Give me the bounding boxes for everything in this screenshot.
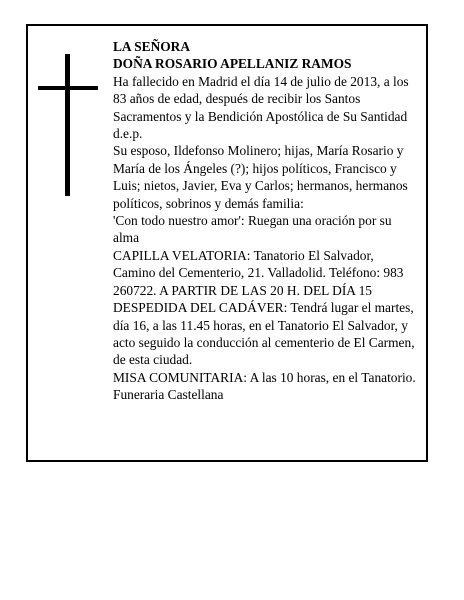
cross-vertical-bar [65,54,70,196]
notice-paragraph-death: Ha fallecido en Madrid el día 14 de julio de 2013, a los 83 años de edad, después de recibir los Santos Sacramentos y la Bendición Apostólica de Su Santidad d.e.p. [113,73,409,142]
notice-paragraph-family: Su esposo, Ildefonso Molinero; hijas, María Rosario y María de los Ángeles (?); hijos políticos, Francisco y Luis; nietos, Javier, Eva y Carlos; hermanos, hermanos políticos, sobrinos y demás familia: [113,143,408,211]
notice-paragraph-funeral-home: Funeraria Castellana [113,387,224,403]
notice-paragraph-chapel: CAPILLA VELATORIA: Tanatorio El Salvador, Camino del Cementerio, 21. Valladolid. Teléfono: 983 260722. A PARTIR DE LAS 20 H. DEL DÍA 15 [113,247,404,298]
notice-paragraph-prayer: 'Con todo nuestro amor': Ruegan una oración por su alma [113,213,392,246]
cross-icon [38,54,98,196]
cross-horizontal-bar [38,86,98,90]
notice-deceased-name: DOÑA ROSARIO APELLANIZ RAMOS [113,56,352,72]
notice-title-line1: LA SEÑORA [113,39,191,54]
notice-paragraph-farewell: DESPEDIDA DEL CADÁVER: Tendrá lugar el martes, día 16, a las 11.45 horas, en el Tanatorio El Salvador, y acto seguido la conducción al cementerio de El Carmen, de esta ciudad. [113,300,415,368]
notice-paragraph-mass: MISA COMUNITARIA: A las 10 horas, en el Tanatorio. [113,369,416,385]
notice-text [113,38,419,404]
